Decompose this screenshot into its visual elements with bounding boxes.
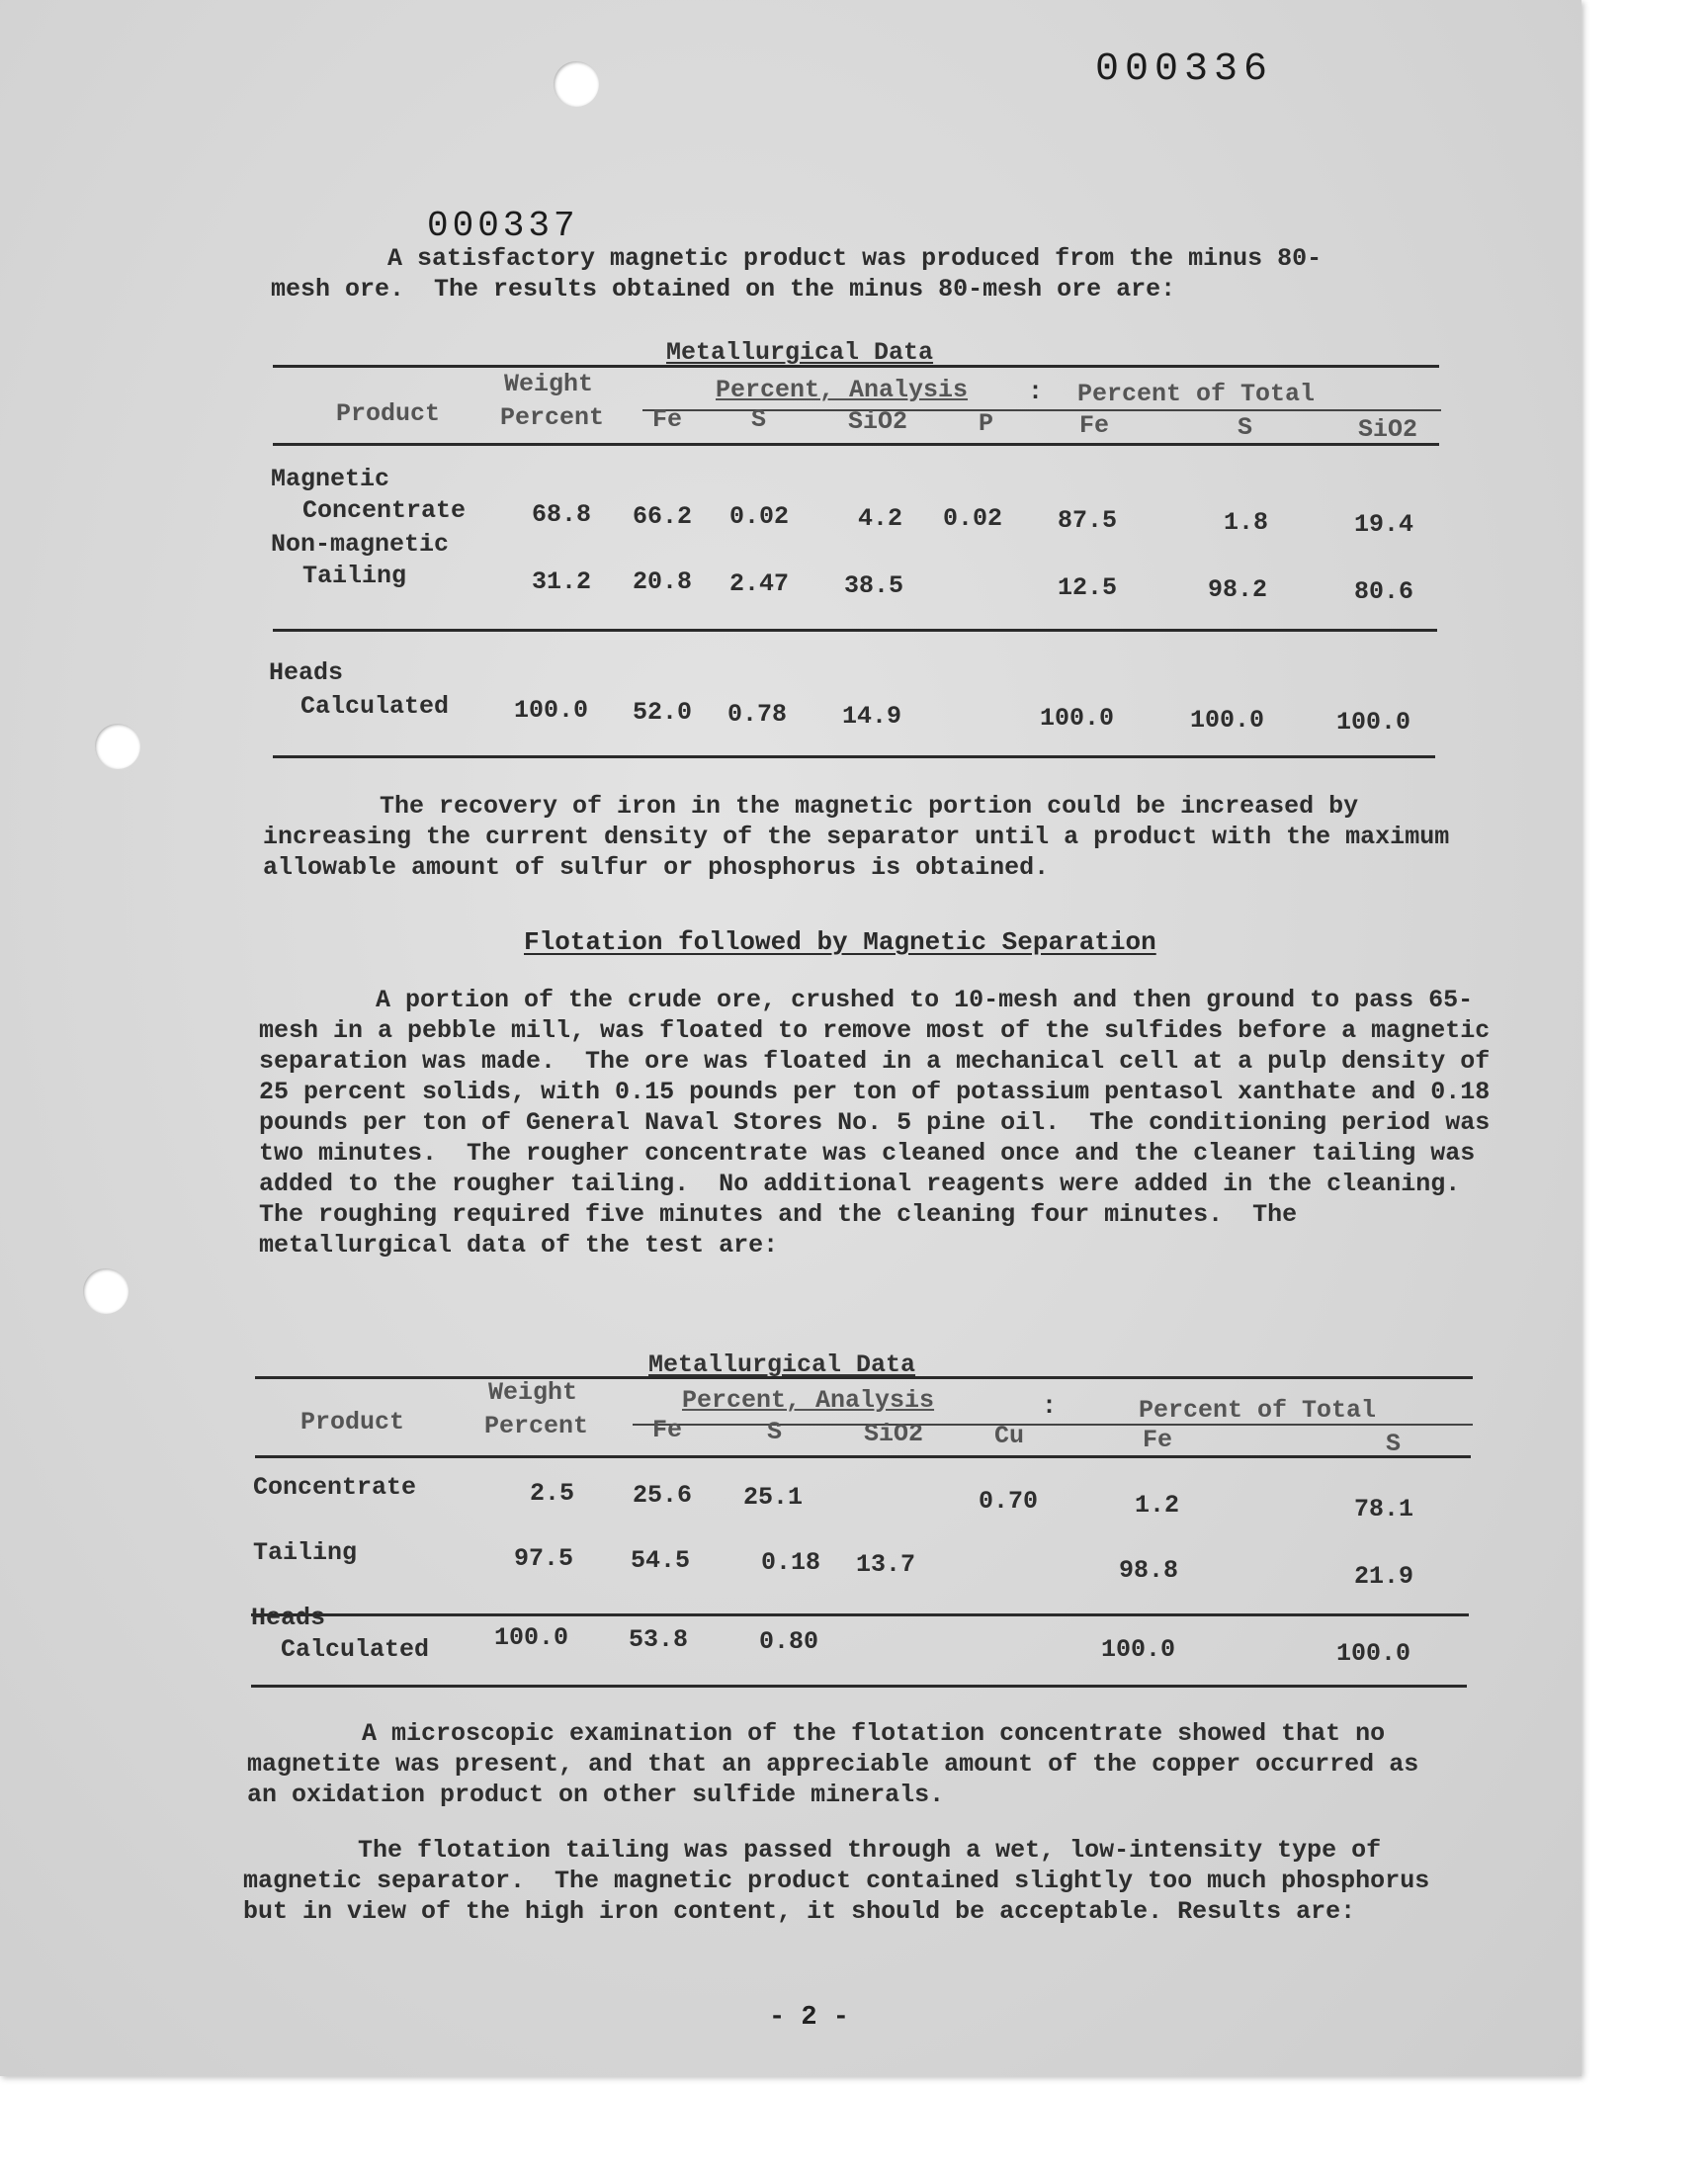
flotation-paragraph: A portion of the crude ore, crushed to 10-mesh and then ground to pass 65-mesh in a pebble mill, was floated to remove most of the sulfides before a magnetic separation was made. The ore was floated in a mechanical cell at a pulp density of 25 percent solids, with 0.15 pounds per ton of potassium pentasol xanthate and 0.18 pounds per ton of General Naval Stores No. 5 pine oil. The conditioning period was two minutes. The rougher concentrate was cleaned once and the cleaner tailing was added to the rougher tailing. No additional reagents were added in the cleaning. The roughing required five minutes and the cleaning four minutes. The metallurgical data of the test are: bbox=[259, 986, 1505, 1260]
table1-col-sio2-total: SiO2 bbox=[1358, 415, 1418, 444]
punch-hole-top bbox=[554, 61, 599, 107]
table1-cell: 68.8 bbox=[532, 500, 592, 529]
table2-cell: 25.1 bbox=[743, 1483, 804, 1512]
table1-cell: 2.47 bbox=[729, 569, 790, 598]
page-number: - 2 - bbox=[769, 2003, 850, 2033]
table2-col-fe-total: Fe bbox=[1143, 1426, 1173, 1454]
table2-cell: 78.1 bbox=[1354, 1495, 1414, 1523]
table1-col-p: P bbox=[979, 409, 994, 438]
table1-cell: 4.2 bbox=[858, 504, 903, 533]
table1-cell: 1.8 bbox=[1224, 508, 1269, 537]
table2-title: Metallurgical Data bbox=[648, 1350, 916, 1379]
table2-col-s: S bbox=[767, 1418, 783, 1446]
table1-cell: 100.0 bbox=[514, 696, 589, 725]
intro-paragraph: A satisfactory magnetic product was produced from the minus 80-mesh ore. The results obtained on the minus 80-mesh ore are: bbox=[271, 244, 1323, 304]
table1-cell: 0.02 bbox=[729, 502, 790, 531]
table1-col-sio2: SiO2 bbox=[848, 407, 908, 436]
table2-cell: 98.8 bbox=[1119, 1556, 1179, 1585]
table2-header-rule bbox=[255, 1455, 1471, 1458]
table2-cell: 100.0 bbox=[1101, 1635, 1176, 1664]
table2-row2-product: Tailing bbox=[253, 1538, 358, 1567]
table1-title: Metallurgical Data bbox=[666, 338, 934, 367]
table2-cell: 0.80 bbox=[759, 1627, 819, 1656]
table2-cell: 0.70 bbox=[979, 1487, 1039, 1516]
table1-percent-header: Percent bbox=[500, 403, 605, 432]
table2-cell: 1.2 bbox=[1135, 1491, 1180, 1520]
recovery-paragraph: The recovery of iron in the magnetic portion could be increased by increasing the current density of the separator until a product with the maximum allowable amount of sulfur or phosphorus is obtained. bbox=[263, 792, 1465, 882]
table2-row1-product: Concentrate bbox=[253, 1473, 417, 1502]
table1-header-rule bbox=[273, 443, 1439, 446]
table2-cell: 100.0 bbox=[494, 1623, 569, 1652]
section-heading: Flotation followed by Magnetic Separation bbox=[524, 927, 1156, 957]
table1-cell: 12.5 bbox=[1058, 573, 1118, 602]
table2-cell: 25.6 bbox=[633, 1481, 693, 1510]
table1-cell: 38.5 bbox=[844, 571, 904, 600]
table1-col-s: S bbox=[751, 405, 767, 434]
table1-col-s-total: S bbox=[1238, 413, 1253, 442]
table2-group-rule bbox=[633, 1424, 1473, 1426]
table1-cell: 87.5 bbox=[1058, 506, 1118, 535]
table1-row2-product-line1: Non-magnetic bbox=[271, 530, 450, 559]
table1-cell: 31.2 bbox=[532, 567, 592, 596]
table1-cell: 20.8 bbox=[633, 567, 693, 596]
table1-row1-product-line2: Concentrate bbox=[302, 496, 467, 525]
table1-top-rule bbox=[273, 365, 1439, 368]
table1-cell: 0.02 bbox=[943, 504, 1003, 533]
table2-col-fe: Fe bbox=[652, 1416, 683, 1444]
table1-bottom-rule bbox=[273, 755, 1435, 758]
table2-cell: 0.18 bbox=[761, 1548, 821, 1577]
table1-cell: 0.78 bbox=[727, 700, 788, 729]
table1-product-header: Product bbox=[336, 399, 441, 428]
table2-cell: 13.7 bbox=[856, 1550, 916, 1579]
table2-percent-header: Percent bbox=[484, 1412, 589, 1440]
punch-hole-lower bbox=[83, 1268, 128, 1314]
table2-weight-header: Weight bbox=[488, 1378, 578, 1407]
table1-row3-product-line1: Heads bbox=[269, 658, 344, 687]
table1-cell: 100.0 bbox=[1190, 706, 1265, 735]
table1-cell: 19.4 bbox=[1354, 510, 1414, 539]
table1-row1-product-line1: Magnetic bbox=[271, 465, 390, 493]
table1-cell: 80.6 bbox=[1354, 577, 1414, 606]
table2-top-rule bbox=[255, 1376, 1473, 1379]
table2-cell: 97.5 bbox=[514, 1544, 574, 1573]
table2-total-group: Percent of Total bbox=[1139, 1396, 1377, 1425]
document-number-inline: 000337 bbox=[427, 206, 579, 246]
table2-col-cu: Cu bbox=[994, 1422, 1025, 1450]
table1-cell: 14.9 bbox=[842, 702, 902, 731]
table1-total-group: Percent of Total bbox=[1077, 380, 1316, 408]
table1-cell: 98.2 bbox=[1208, 575, 1268, 604]
table1-analysis-group: Percent, Analysis bbox=[716, 376, 969, 404]
table1-cell: 100.0 bbox=[1040, 704, 1115, 733]
table1-col-fe-total: Fe bbox=[1079, 411, 1110, 440]
table2-bottom-rule bbox=[251, 1685, 1467, 1688]
table2-body-rule bbox=[251, 1613, 1469, 1616]
table2-col-sio2: SiO2 bbox=[864, 1420, 924, 1448]
table2-cell: 100.0 bbox=[1336, 1639, 1411, 1668]
table2-col-s-total: S bbox=[1386, 1430, 1402, 1458]
document-number-stamp: 000336 bbox=[1095, 47, 1274, 92]
tailing-paragraph: The flotation tailing was passed through a wet, low-intensity type of magnetic separator. The magnetic product contained slightly too much phosphorus but in view of the high iron content, it should be acceptable. Results are: bbox=[243, 1836, 1445, 1926]
microscopic-paragraph: A microscopic examination of the flotation concentrate showed that no magnetite was present, and that an appreciable amount of the copper occurred as an oxidation product on other sulfide minerals. bbox=[247, 1719, 1434, 1809]
punch-hole-middle bbox=[95, 724, 140, 769]
table2-product-header: Product bbox=[300, 1408, 405, 1436]
table2-cell: 54.5 bbox=[631, 1546, 691, 1575]
table2-cell: 21.9 bbox=[1354, 1562, 1414, 1591]
table2-cell: 53.8 bbox=[629, 1625, 689, 1654]
table2-group-separator: : bbox=[1042, 1392, 1058, 1421]
table1-col-fe: Fe bbox=[652, 405, 683, 434]
table2-cell: 2.5 bbox=[530, 1479, 575, 1508]
table2-row3-product-line1: Heads bbox=[251, 1604, 326, 1632]
table1-row2-product-line2: Tailing bbox=[302, 562, 407, 590]
table1-weight-header: Weight bbox=[504, 370, 594, 398]
table2-row3-product-line2: Calculated bbox=[281, 1635, 430, 1664]
table1-row3-product-line2: Calculated bbox=[300, 692, 450, 721]
table1-group-separator: : bbox=[1028, 378, 1044, 406]
table1-cell: 52.0 bbox=[633, 698, 693, 727]
table2-analysis-group: Percent, Analysis bbox=[682, 1386, 935, 1415]
table1-cell: 100.0 bbox=[1336, 708, 1411, 737]
table1-body-rule bbox=[273, 629, 1437, 632]
table1-cell: 66.2 bbox=[633, 502, 693, 531]
